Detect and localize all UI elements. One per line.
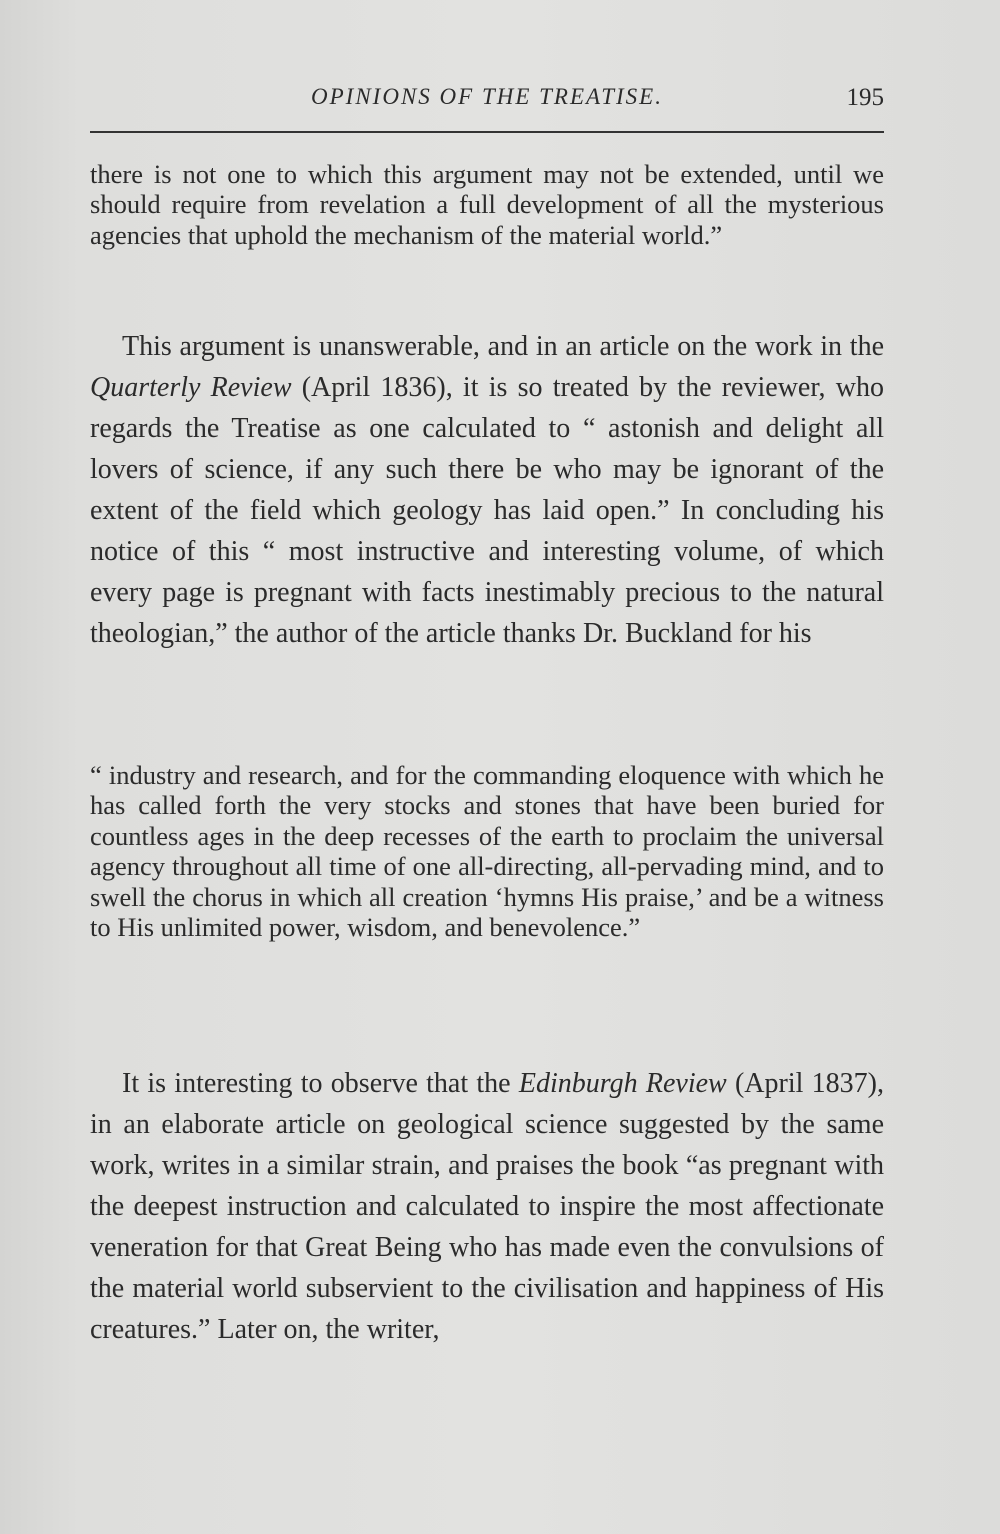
block-quote: “ industry and research, and for the commanding eloquence with which he has called forth the very stocks and stones that have been buried for countless ages in the deep recesses of the earth to proclaim the universal agency throughout all time of one all-directing, all-pervading mind, and to swell the chorus in which all creation ‘hymns His praise,’ and be a witness to His unlimited power, wisdom, and benevolence.” <box>90 760 884 943</box>
paragraph-text: (April 1837), in an elaborate article on geological science suggested by the same work, writes in a similar strain, and praises the book “as pregnant with the deepest instruction and calculated to inspire the most affectionate veneration for that Great Being who has made even the convulsions of the material world subservient to the civilisation and happiness of His creatures.” Later on, the writer, <box>90 1068 884 1345</box>
paragraph-text: It is interesting to observe that the <box>122 1068 519 1099</box>
paragraph-text: This argument is unanswerable, and in an article on the work in the <box>122 331 884 362</box>
page-number: 195 <box>846 84 884 111</box>
paragraph-edinburgh-review <box>90 1063 884 1350</box>
paragraph-text: (April 1836), it is so treated by the reviewer, who regards the Treatise as one calculated to “ astonish and delight all lovers of science, if any such there be who may be ignorant of the extent of the field which geology has laid open.” In concluding his notice of this “ most instructive and interesting volume, of which every page is pregnant with facts inestimably precious to the natural theologian,” the author of the article thanks Dr. Buckland for his <box>90 372 884 649</box>
quote-continuation: there is not one to which this argument may not be extended, until we should require from revelation a full development of all the mysterious agencies that uphold the mechanism of the material world.” <box>90 159 884 250</box>
running-head: OPINIONS OF THE TREATISE. <box>311 84 663 109</box>
header-rule <box>90 131 884 133</box>
journal-title: Quarterly Review <box>90 372 292 403</box>
paragraph-quarterly-review <box>90 326 884 654</box>
page-header <box>90 84 884 124</box>
journal-title: Edinburgh Review <box>518 1068 727 1099</box>
